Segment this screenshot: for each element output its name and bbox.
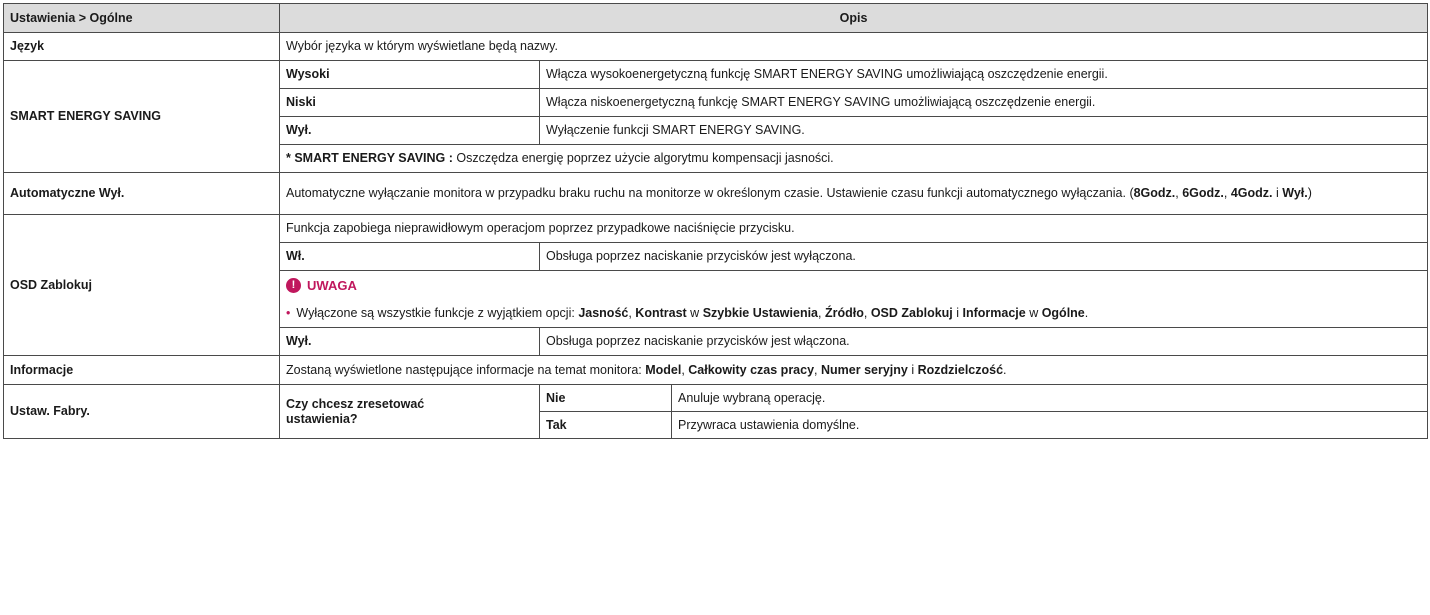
- osd-on-desc: Obsługa poprzez naciskanie przycisków jest wyłączona.: [540, 243, 1428, 271]
- note-text: Wyłączone są wszystkie funkcje z wyjątkiem opcji:: [296, 305, 579, 320]
- ses-label: SMART ENERGY SAVING: [4, 61, 280, 173]
- note-text: ,: [628, 305, 636, 320]
- bullet-icon: •: [286, 305, 291, 320]
- info-text: Zostaną wyświetlone następujące informacje na temat monitora:: [286, 362, 646, 377]
- auto-opt-4h: 4Godz.: [1230, 186, 1273, 200]
- auto-opt-6h: 6Godz.: [1182, 186, 1224, 200]
- header-settings: Ustawienia > Ogólne: [4, 4, 280, 33]
- ses-high-desc: Włącza wysokoenergetyczną funkcję SMART ENERGY SAVING umożliwiającą oszczędzenie energii.: [540, 61, 1428, 89]
- header-row: [4, 4, 1428, 33]
- row-language: [4, 33, 1428, 61]
- osd-note-head-cell: [280, 271, 1428, 300]
- row-osd-intro: [4, 215, 1428, 243]
- language-desc: Wybór języka w którym wyświetlane będą nazwy.: [280, 33, 1428, 61]
- info-text: ,: [814, 362, 821, 377]
- note-bold: OSD Zablokuj: [870, 305, 953, 320]
- reset-yes-desc: Przywraca ustawienia domyślne.: [672, 412, 1428, 439]
- ses-off-desc: Wyłączenie funkcji SMART ENERGY SAVING.: [540, 117, 1428, 145]
- reset-no-desc: Anuluje wybraną operację.: [672, 385, 1428, 412]
- info-text: ,: [681, 362, 689, 377]
- note-bold: Jasność: [578, 305, 629, 320]
- info-label: Informacje: [4, 356, 280, 385]
- auto-off-label: Automatyczne Wył.: [4, 173, 280, 215]
- info-bold: Model: [645, 362, 682, 377]
- header-description: Opis: [280, 4, 1428, 33]
- reset-yes-name: Tak: [540, 412, 672, 439]
- auto-desc-text: Automatyczne wyłączanie monitora w przypadku braku ruchu na monitorze w określonym czasie. Ustawienie czasu funkcji automatycznego wyłączania. (: [286, 186, 1134, 200]
- osd-label: OSD Zablokuj: [4, 215, 280, 356]
- settings-table: [3, 3, 1428, 439]
- note-bold: Źródło: [824, 305, 864, 320]
- info-desc: [280, 356, 1428, 385]
- info-bold: Całkowity czas pracy: [688, 362, 815, 377]
- language-label: Język: [4, 33, 280, 61]
- ses-note: [280, 145, 1428, 173]
- ses-off-name: Wył.: [280, 117, 540, 145]
- ses-low-desc: Włącza niskoenergetyczną funkcję SMART ENERGY SAVING umożliwiającą oszczędzenie energii.: [540, 89, 1428, 117]
- auto-sep: i: [1272, 186, 1283, 200]
- ses-note-bold: * SMART ENERGY SAVING :: [286, 151, 453, 165]
- auto-sep: ,: [1175, 186, 1183, 200]
- info-text: .: [1003, 362, 1007, 377]
- auto-off-desc: [280, 173, 1428, 215]
- osd-off-name: Wył.: [280, 328, 540, 356]
- osd-note-heading: [286, 278, 1421, 293]
- note-bold: Ogólne: [1041, 305, 1085, 320]
- auto-sep: ,: [1223, 186, 1231, 200]
- note-text: .: [1084, 305, 1089, 320]
- ses-note-text: Oszczędza energię poprzez użycie algorytmu kompensacji jasności.: [452, 151, 834, 165]
- auto-opt-off: Wył.: [1282, 186, 1308, 200]
- info-bold: Rozdzielczość: [917, 362, 1004, 377]
- note-text: ,: [863, 305, 871, 320]
- note-bold: Kontrast: [635, 305, 687, 320]
- row-reset-no: [4, 385, 1428, 412]
- osd-note-title: UWAGA: [307, 277, 357, 293]
- note-text: ,: [818, 305, 825, 320]
- warning-icon: !: [286, 278, 301, 293]
- auto-opt-8h: 8Godz.: [1133, 186, 1176, 200]
- note-bold: Szybkie Ustawienia: [702, 305, 819, 320]
- ses-low-name: Niski: [280, 89, 540, 117]
- reset-question: Czy chcesz zresetować ustawienia?: [280, 385, 540, 439]
- note-bold: Informacje: [962, 305, 1026, 320]
- row-ses-high: [4, 61, 1428, 89]
- osd-on-name: Wł.: [280, 243, 540, 271]
- osd-off-desc: Obsługa poprzez naciskanie przycisków jest włączona.: [540, 328, 1428, 356]
- osd-intro: Funkcja zapobiega nieprawidłowym operacjom poprzez przypadkowe naciśnięcie przycisku.: [280, 215, 1428, 243]
- reset-no-name: Nie: [540, 385, 672, 412]
- auto-sep: ): [1307, 186, 1312, 200]
- note-text: w: [686, 305, 703, 320]
- row-info: [4, 356, 1428, 385]
- note-text: w: [1025, 305, 1042, 320]
- note-text: i: [952, 305, 963, 320]
- row-auto-off: [4, 173, 1428, 215]
- reset-label: Ustaw. Fabry.: [4, 385, 280, 439]
- info-text: i: [907, 362, 918, 377]
- info-bold: Numer seryjny: [821, 362, 908, 377]
- ses-high-name: Wysoki: [280, 61, 540, 89]
- osd-note-text: [280, 300, 1428, 328]
